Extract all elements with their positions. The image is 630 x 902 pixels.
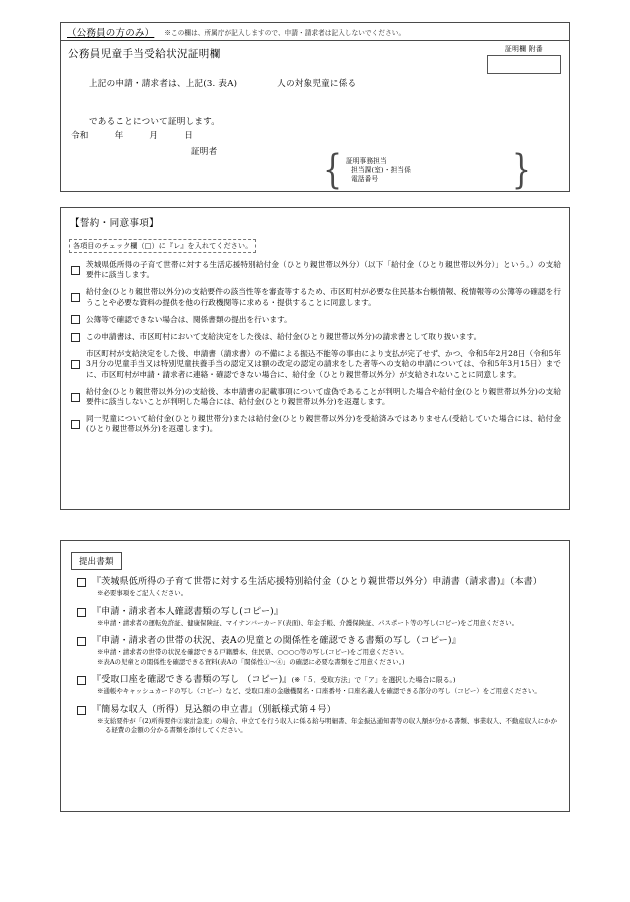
document-item[interactable]: [71, 606, 559, 628]
certification-header-note: ※この欄は、所属庁が記入しますので、申請・請求者は記入しないでください。: [164, 28, 406, 37]
document-item-note: ※申請・請求者の世帯の状況を確認できる戸籍謄本、住民票、○○○○等の写し(コピー)をご用意ください。: [97, 648, 408, 657]
certification-header-row: [61, 23, 569, 41]
oath-checkbox-list: [69, 260, 561, 435]
checkbox-icon[interactable]: [77, 608, 86, 617]
oath-check-item[interactable]: [69, 287, 561, 307]
contact-phone-label: 電話番号: [351, 175, 379, 183]
checkbox-icon[interactable]: [71, 420, 80, 429]
oath-check-item[interactable]: [69, 260, 561, 280]
certification-section-title: 公務員児童手当受給状況証明欄: [68, 48, 221, 60]
checkbox-icon[interactable]: [77, 578, 86, 587]
documents-section-tab: 提出書類: [71, 552, 122, 570]
stamp-number-field[interactable]: [487, 55, 561, 74]
oath-check-item[interactable]: [69, 349, 561, 380]
checkbox-icon[interactable]: [71, 293, 80, 302]
document-item-note: ※必要事項をご記入ください。: [97, 589, 188, 597]
checkbox-icon[interactable]: [77, 676, 86, 685]
document-item-title: 『申請・請求者本人確認書類の写し(コピー)』: [92, 606, 284, 617]
document-item-note: ※表Aの児童との関係性を確認できる資料(表Aの「関係性①～④」の確認に必要な書類をご用意ください。): [97, 657, 405, 666]
oath-item-text: 同一児童について給付金(ひとり親世帯分)または給付金(ひとり親世帯以外分)を受給済みではありません(受給していた場合には、給付金(ひとり親世帯以外分)を返還します)。: [86, 414, 561, 434]
document-item[interactable]: [71, 635, 559, 666]
civil-servant-certification-panel: [60, 22, 570, 192]
oath-consent-panel: [60, 207, 570, 510]
certification-contact-lines: [342, 157, 512, 185]
checkbox-icon[interactable]: [71, 266, 80, 275]
oath-item-text: 給付金(ひとり親世帯以外分)の支給要件の該当性等を審査等するため、市区町村が必要な住民基本台帳情報、税情報等の公簿等の確認を行うことや必要な資料の提供を他の行政機関等に求める・提供することに同意します。: [86, 287, 561, 307]
document-item[interactable]: [71, 674, 559, 696]
oath-instruction-note: 各項目のチェック欄（□）に『レ』を入れてください。: [69, 239, 256, 253]
contact-office-label: 証明事務担当: [346, 157, 387, 165]
certification-body: [61, 41, 569, 192]
document-item-head: [71, 635, 559, 647]
document-item-title-main: 『受取口座を確認できる書類の写し （コピー)』: [92, 675, 292, 686]
oath-check-item[interactable]: [69, 414, 561, 434]
oath-check-item[interactable]: [69, 332, 561, 342]
required-documents-panel: [60, 540, 570, 812]
checkbox-icon[interactable]: [77, 706, 86, 715]
oath-section-title: 【誓約・同意事項】: [70, 218, 160, 229]
document-item-title: 『申請・請求者の世帯の状況、表Aの児童との関係性を確認できる書類の写し（コピー)』: [92, 636, 461, 647]
certification-statement-suffix: 人の対象児童に係る: [277, 79, 357, 89]
checkbox-icon[interactable]: [71, 333, 80, 342]
certification-contact-block: [323, 146, 531, 194]
document-item-head: [71, 576, 559, 588]
certification-statement-line-2: であることについて証明します。: [89, 117, 221, 127]
oath-item-text: 市区町村が支給決定をした後、申請書（請求書）の不備による振込不能等の事由により支払が完了せず、かつ、令和5年2月28日（令和5年3月分の児童手当又は特別児童扶養手当の認定又は額の改定の認定の請求をした者等への支給の申請については、令和5年3月15日）までに、市区町村が申請・請求者に連絡・確認できない場合に、給付金（ひとり親世帯以外分）が支給されないことに同意します。: [86, 349, 561, 379]
checkbox-icon[interactable]: [71, 393, 80, 402]
month-unit: 月: [149, 131, 159, 141]
document-item-note: ※支給要件が「(2)所得要件②家計急変」の場合、申立てを行う収入に係る給与明細書、年金振込通知書等の収入額が分かる書類、事業収入、不動産収入にかかる経費の金額の分かる書類を添付してください。: [97, 716, 558, 734]
stamp-number-label: 証明欄 附番: [505, 45, 543, 53]
oath-item-text: 公簿等で確認できない場合は、関係書類の提出を行います。: [86, 314, 292, 324]
certifier-label: 証明者: [191, 147, 218, 157]
document-item-title: 『茨城県低所得の子育て世帯に対する生活応援特別給付金（ひとり親世帯以外分）申請書（請求書)』（本書）: [92, 577, 543, 587]
certification-statement-line-1: [89, 77, 356, 89]
stamp-number-box: [487, 43, 561, 74]
document-item-note: ※申請・請求者の運転免許証、健康保険証、マイナンバーカード(表面)、年金手帳、介護保険証、パスポート等の写し(コピー)をご用意ください。: [97, 618, 519, 627]
oath-item-text: 茨城県低所得の子育て世帯に対する生活応援特別給付金（ひとり親世帯以外分）（以下「給付金（ひとり親世帯以外分）」という。）の支給要件に該当します。: [86, 260, 561, 280]
document-item-title: [92, 674, 559, 686]
document-item-head: [71, 704, 559, 716]
left-brace-icon: {: [323, 146, 343, 194]
certification-header-title: （公務員の方のみ）: [67, 27, 155, 39]
day-unit: 日: [184, 131, 193, 141]
oath-item-text: 給付金(ひとり親世帯以外分)の支給後、本申請書の記載事項について虚偽であることが判明した場合や給付金(ひとり親世帯以外分)の支給要件に該当しないことが判明した場合には、給付金(ひとり親世帯以外分)を返還します。: [86, 386, 561, 407]
document-item[interactable]: [71, 704, 559, 734]
oath-check-item[interactable]: [69, 387, 561, 407]
checkbox-icon[interactable]: [77, 637, 86, 646]
document-item-head: [71, 674, 559, 686]
document-item-title-condition: (※「５．受取方法」で「ア」を選択した場合に限る。): [291, 676, 456, 685]
oath-item-text: この申請書は、市区町村において支給決定をした後は、給付金(ひとり親世帯以外分)の請求書として取り扱います。: [86, 332, 482, 342]
document-item-note: ※通帳やキャッシュカードの写し（コピー）など、受取口座の金融機関名・口座番号・口座名義人を確認できる部分の写し（コピー）をご用意ください。: [97, 687, 541, 696]
checkbox-icon[interactable]: [71, 360, 80, 369]
era-label: 令和: [71, 131, 89, 141]
document-item-head: [71, 606, 559, 618]
contact-division-label: 担当課(室)・担当係: [351, 166, 411, 174]
right-brace-icon: }: [511, 146, 531, 194]
year-unit: 年: [114, 131, 124, 141]
checkbox-icon[interactable]: [71, 315, 80, 324]
oath-check-item[interactable]: [69, 315, 561, 325]
certification-statement-prefix: 上記の申請・請求者は、上記(3. 表A): [89, 79, 238, 89]
certification-date-row: [71, 129, 193, 141]
document-item[interactable]: [71, 576, 559, 598]
document-item-title: 『簡易な収入（所得）見込額の申立書』（別紙様式第４号）: [92, 704, 336, 715]
